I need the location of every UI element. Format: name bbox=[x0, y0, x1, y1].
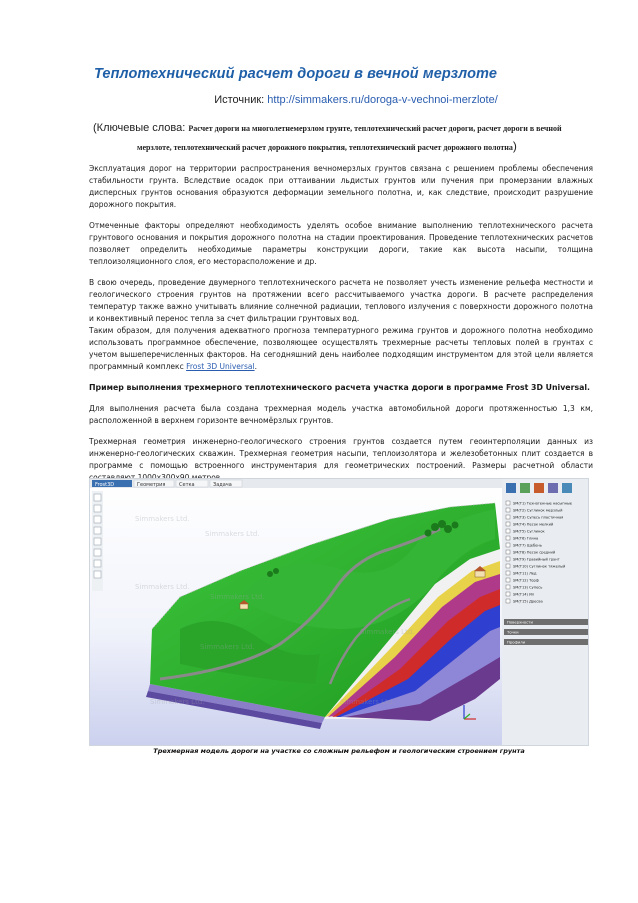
rotate-tool-icon[interactable] bbox=[94, 505, 101, 512]
layer-9[interactable]: SM(T10) Суглинок тяжелый bbox=[513, 564, 566, 569]
mesh-icon[interactable] bbox=[520, 483, 530, 493]
keywords-line-2: мерзлоте, теплотехнический расчет дорожного покрытия, теплотехнический расчет дорожного полотна bbox=[137, 142, 513, 152]
keywords-label: (Ключевые слова: bbox=[93, 122, 186, 134]
frost3d-screenshot bbox=[89, 478, 589, 746]
layer-10[interactable]: SM(T11) Лед bbox=[513, 571, 537, 576]
layer-7[interactable]: SM(T8) Песок средний bbox=[513, 550, 556, 555]
article-body bbox=[89, 163, 593, 484]
zoom-tool-icon[interactable] bbox=[94, 494, 101, 501]
frost3d-render bbox=[90, 479, 589, 746]
paragraph-3b-text: Таким образом, для получения адекватного прогноза температурного режима грунтов и дорожного полотна необходимо использовать программное обеспечение, позволяющее осуществлять трехмерные расчеты тепловых полей в грунтах с учетом вышеперечисленных факторов. На сегодняшний день наиболее подходящим инструментом для этой цели является программный комплекс bbox=[89, 326, 593, 371]
app-tab-2[interactable]: Сетка bbox=[179, 482, 195, 488]
paragraph-3a: В свою очередь, проведение двумерного теплотехнического расчета не позволяет учесть изменение рельефа местности и геологического строения грунтов на протяжении всего рассчитываемого участка дороги. В расчете распределения температур также важно учитывать влияние солнечной радиации, теплового излучения с поверхности дорожного полотна и конвективный перенос тепла за счет фильтрации грунтовых вод. bbox=[89, 278, 593, 323]
paragraph-4: Для выполнения расчета была создана трехмерная модель участка автомобильной дороги протяженностью 1,3 км, расположенной в верхнем горизонте вечномёрзлых грунтов. bbox=[89, 404, 593, 425]
export-icon[interactable] bbox=[562, 483, 572, 493]
paragraph-3b bbox=[89, 325, 593, 373]
source-label: Источник: bbox=[214, 94, 265, 106]
paragraph-3b-end: . bbox=[254, 362, 257, 371]
paragraph-2: Отмеченные факторы определяют необходимость уделять особое внимание выполнению теплотехнического расчета грунтового основания и покрытия дорожного полотна на стадии проектирования. Проведение теплотехнических расчетов позволяет определить необходимые параметры конструкции дороги, такие как высота насыпи, толщина теплоизоляционного слоя, его месторасположение и др. bbox=[89, 221, 593, 266]
fit-view-icon[interactable] bbox=[94, 527, 101, 534]
view-cube-icon[interactable] bbox=[506, 483, 516, 493]
watermark-8: Simmakers Ltd. bbox=[340, 698, 395, 706]
keywords-close: ) bbox=[512, 138, 517, 153]
paragraph-5: Трехмерная геометрия инженерно-геологического строения грунтов создается путем геоинтерполяции данных из инженерно-геологических скважин. Трехмерная геометрия насыпи, теплоизолятора и железобетонных плит создается в программе с помощью встроенного инструментария для геометрических построений. Размеры расчетной области bbox=[89, 437, 593, 470]
figure-caption: Трехмерная модель дороги на участке со сложным рельефом и геологическим строением грунта bbox=[153, 747, 525, 755]
layer-6[interactable]: SM(T7) Щебень bbox=[513, 543, 542, 548]
app-tab-0[interactable]: Frost3D bbox=[95, 482, 115, 488]
document-page bbox=[89, 66, 593, 493]
chart-icon[interactable] bbox=[534, 483, 544, 493]
paragraph-1: Эксплуатация дорог на территории распространения вечномерзлых грунтов связана с решением проблемы обеспечения стабильности грунта. Вследствие осадок при оттаивании льдистых грунтов или пучения при промерзании влажных дисперсных грунтов основания образуются деформации земельного полотна, и, как следствие, происходит разрушение дорожного покрытия. bbox=[89, 164, 593, 209]
source-line bbox=[89, 94, 593, 106]
app-tab-3[interactable]: Задача bbox=[213, 482, 232, 488]
app-tab-1[interactable]: Геометрия bbox=[137, 482, 166, 488]
settings-icon[interactable] bbox=[548, 483, 558, 493]
watermark-1: Simmakers Ltd. bbox=[135, 515, 190, 523]
source-link[interactable]: http://simmakers.ru/doroga-v-vechnoi-merzlote/ bbox=[267, 94, 498, 106]
layers-panel bbox=[502, 479, 589, 746]
layer-3[interactable]: SM(T4) Песок мелкий bbox=[513, 522, 554, 527]
section-profiles-label: Профили bbox=[507, 639, 526, 645]
top-view-icon[interactable] bbox=[94, 549, 101, 556]
layer-0[interactable]: SM(T1) Техногенные насыпные bbox=[513, 501, 572, 506]
watermark-3: Simmakers Ltd. bbox=[135, 583, 190, 591]
keywords-block bbox=[89, 120, 593, 155]
section-points-label: Точки bbox=[507, 629, 519, 635]
side-view-icon[interactable] bbox=[94, 560, 101, 567]
frost3d-link[interactable]: Frost 3D Universal bbox=[186, 362, 255, 371]
keywords-line-1: Расчет дороги на многолетнемерзлом грунте, теплотехнический расчет дороги, расчет дороги в вечной bbox=[188, 124, 562, 133]
watermark-7: Simmakers Ltd. bbox=[150, 698, 205, 706]
watermark-6: Simmakers Ltd. bbox=[360, 628, 415, 636]
layer-12[interactable]: SM(T13) Супесь bbox=[513, 585, 543, 590]
pan-tool-icon[interactable] bbox=[94, 516, 101, 523]
layer-4[interactable]: SM(T5) Суглинок bbox=[513, 529, 545, 534]
layer-5[interactable]: SM(T6) Глина bbox=[513, 536, 539, 541]
layer-2[interactable]: SM(T3) Супесь пластичная bbox=[513, 515, 564, 520]
page-title: Теплотехнический расчет дороги в вечной мерзлоте bbox=[94, 66, 497, 82]
watermark-2: Simmakers Ltd. bbox=[205, 530, 260, 538]
layer-11[interactable]: SM(T12) Торф bbox=[513, 578, 539, 583]
front-view-icon[interactable] bbox=[94, 538, 101, 545]
iso-view-icon[interactable] bbox=[94, 571, 101, 578]
left-toolbar bbox=[92, 491, 103, 591]
watermark-4: Simmakers Ltd. bbox=[210, 593, 265, 601]
layer-1[interactable]: SM(T2) Суглинок мерзлый bbox=[513, 508, 563, 513]
section-heading: Пример выполнения трехмерного теплотехнического расчета участка дороги в программе Frost 3D Universal. bbox=[89, 383, 590, 392]
layer-14[interactable]: SM(T15) Дресва bbox=[513, 599, 543, 604]
layer-8[interactable]: SM(T9) Гравийный грунт bbox=[513, 557, 560, 562]
section-surfaces-label: Поверхности bbox=[507, 619, 533, 625]
layer-13[interactable]: SM(T14) Ил bbox=[513, 592, 535, 597]
watermark-5: Simmakers Ltd. bbox=[200, 643, 255, 651]
